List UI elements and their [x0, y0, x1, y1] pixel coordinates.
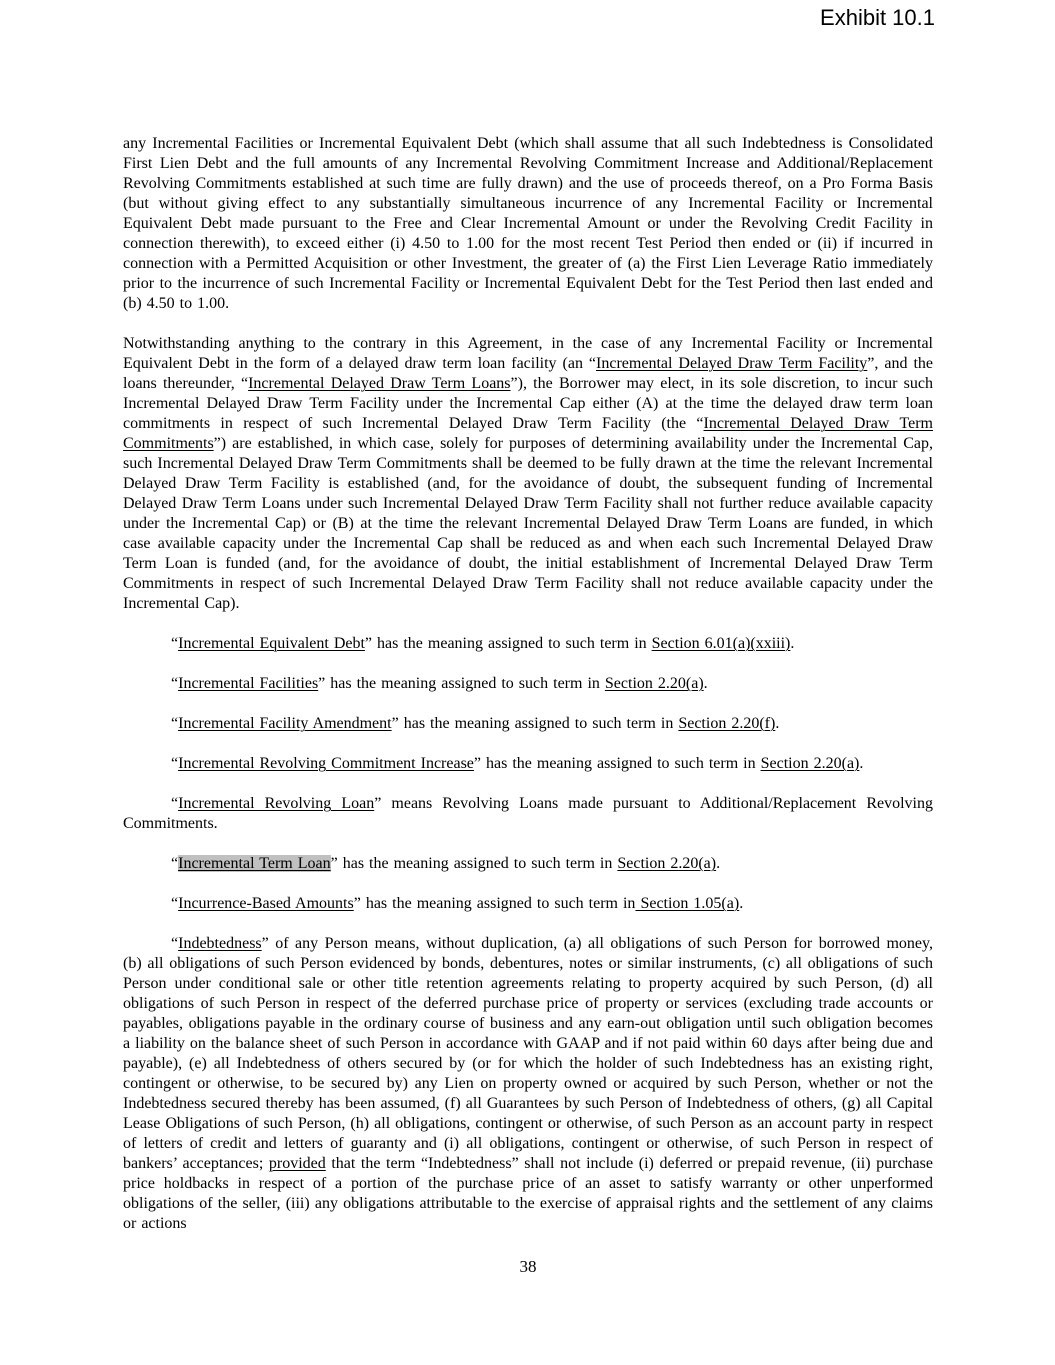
text-segment: any Incremental Facilities or Incremental Equivalent Debt (which shall assume that all such Indebtedness is Consolidated First Lien Debt and the full amounts of any Incremental Revolving Commitment Increase and Additional/Replacement Revolving Commitments established at such time are fully drawn) and the use of proceeds thereof, on a Pro Forma Basis (but without giving effect to any substantially simultaneous incurrence of any Incremental Facility or Incremental Equivalent Debt made pursuant to the Free and Clear Incremental Amount or under the Revolving Credit Facility in connection therewith), to exceed either (i) 4.50 to 1.00 for the most recent Test Period then ended or (ii) if incurred in connection with a Permitted Acquisition or other Investment, the greater of (a) the First Lien Leverage Ratio immediately prior to the incurrence of such Incremental Facility or Incremental Equivalent Debt for the Test Period then last ended and (b) 4.50 to 1.00. — [123, 135, 933, 312]
defined-term: Incremental Facilities — [178, 675, 319, 692]
text-segment: “ — [171, 795, 179, 812]
defined-term: Incurrence-Based Amounts — [178, 895, 354, 912]
text-segment: ”), the Borrower may elect, in its sole discretion, to incur such Incremental Delayed Draw Term Facility under the Incremental Cap either (A) at the time the delayed draw term loan commitments in respect of such Incremental Delayed Draw Term Facility (the “ — [123, 375, 934, 432]
defined-term: Incremental Delayed Draw Term Loans — [248, 375, 511, 392]
text-segment: “ — [171, 715, 179, 732]
text-segment: ” has the meaning assigned to such term in — [318, 675, 605, 692]
text-segment: . — [716, 855, 721, 872]
text-segment: ” has the meaning assigned to such term in — [391, 715, 679, 732]
defined-term: Incremental Facility Amendment — [178, 715, 392, 732]
section-reference: Section 1.05(a) — [635, 895, 740, 912]
text-segment: . — [859, 755, 864, 772]
text-segment: . — [790, 635, 795, 652]
page-number: 38 — [519, 1257, 537, 1276]
defined-term: Incremental Revolving Loan — [178, 795, 375, 812]
paragraph-10 — [123, 934, 933, 1234]
paragraph-7 — [123, 794, 933, 834]
section-reference: Section 2.20(f) — [678, 715, 776, 732]
text-segment: ”) are established, in which case, solely for purposes of determining availability under the Incremental Cap, such Incremental Delayed Draw Term Commitments shall be deemed to be fully drawn at the time the relevant Incremental Delayed Draw Term Facility is established (and, for the avoidance of doubt, the subsequent funding of Incremental Delayed Draw Term Loans under such Incremental Delayed Draw Term Facility shall not further reduce available capacity under the Incremental Cap) or (B) at the time the relevant Incremental Delayed Draw Term Loans are funded, in which case available capacity under the Incremental Cap shall be reduced as and when each such Incremental Delayed Draw Term Loan is funded (and, for the avoidance of doubt, the initial establishment of Incremental Delayed Draw Term Commitments in respect of such Incremental Delayed Draw Term Facility shall not reduce available capacity under the Incremental Cap). — [123, 435, 933, 612]
text-segment: “ — [171, 895, 179, 912]
paragraph-2 — [123, 334, 933, 614]
defined-term: Incremental Delayed Draw Term Commitments — [123, 415, 933, 452]
text-segment: ” has the meaning assigned to such term in — [364, 635, 652, 652]
text-segment: “ — [171, 935, 179, 952]
text-segment: ”, and the loans thereunder, “ — [123, 355, 933, 392]
paragraph-5 — [123, 714, 933, 734]
text-segment: “ — [171, 755, 179, 772]
paragraph-1 — [123, 134, 933, 314]
text-segment: Notwithstanding anything to the contrary in this Agreement, in the case of any Incremental Facility or Incremental Equivalent Debt in the form of a delayed draw term loan facility (an “ — [123, 335, 933, 372]
section-reference: Section 6.01(a)(xxiii) — [651, 635, 791, 652]
defined-term: Incremental Revolving Commitment Increase — [178, 755, 474, 772]
paragraph-8 — [123, 854, 933, 874]
paragraph-9 — [123, 894, 933, 914]
section-reference: Section 2.20(a) — [604, 675, 704, 692]
text-segment: “ — [171, 675, 179, 692]
text-segment: ” has the meaning assigned to such term in — [473, 755, 761, 772]
text-segment: . — [775, 715, 780, 732]
text-segment: . — [703, 675, 708, 692]
paragraph-3 — [123, 634, 933, 654]
exhibit-label: Exhibit 10.1 — [820, 5, 935, 30]
document-body — [123, 134, 933, 1254]
paragraph-6 — [123, 754, 933, 774]
section-reference: Section 2.20(a) — [760, 755, 860, 772]
defined-term: Indebtedness — [178, 935, 262, 952]
defined-term: Incremental Delayed Draw Term Facility — [596, 355, 868, 372]
text-segment: “ — [171, 855, 179, 872]
text-segment: that the term “Indebtedness” shall not include (i) deferred or prepaid revenue, (ii) purchase price holdbacks in respect of a portion of the purchase price of an asset to satisfy warranty or other unperformed obligations of the seller, (iii) any obligations attributable to the exercise of appraisal rights and the settlement of any claims or actions — [123, 1155, 933, 1232]
text-segment: ” means Revolving Loans made pursuant to Additional/Replacement Revolving Commitments. — [123, 795, 933, 832]
text-segment: ” has the meaning assigned to such term in — [330, 855, 618, 872]
text-segment: “ — [171, 635, 179, 652]
text-segment: ” of any Person means, without duplication, (a) all obligations of such Person for borrowed money, (b) all obligations of such Person evidenced by bonds, debentures, notes or similar instruments, (c) all obligations of such Person under conditional sale or other title retention agreements relating to property acquired by such Person, (d) all obligations of such Person in respect of the deferred purchase price of property or services (excluding trade accounts or payables, obligations payable in the ordinary course of business and any earn-out obligation until such obligation becomes a liability on the balance sheet of such Person in accordance with GAAP and if not paid within 60 days after being due and payable), (e) all Indebtedness of others secured by (or for which the holder of such Indebtedness has an existing right, contingent or otherwise, to be secured by) any Lien on property owned or acquired by such Person, whether or not the Indebtedness secured thereby has been assumed, (f) all Guarantees by such Person of Indebtedness of others, (g) all Capital Lease Obligations of such Person, (h) all obligations, contingent or otherwise, of such Person as an account party in respect of letters of credit and letters of guaranty and (i) all obligations, contingent or otherwise, of such Person in respect of bankers’ acceptances; — [123, 935, 933, 1172]
text-segment: ” has the meaning assigned to such term in — [353, 895, 636, 912]
defined-term: Incremental Equivalent Debt — [178, 635, 365, 652]
paragraph-4 — [123, 674, 933, 694]
defined-term-highlighted: Incremental Term Loan — [178, 855, 331, 872]
text-segment: . — [739, 895, 744, 912]
proviso-term: provided — [268, 1155, 326, 1172]
section-reference: Section 2.20(a) — [617, 855, 717, 872]
